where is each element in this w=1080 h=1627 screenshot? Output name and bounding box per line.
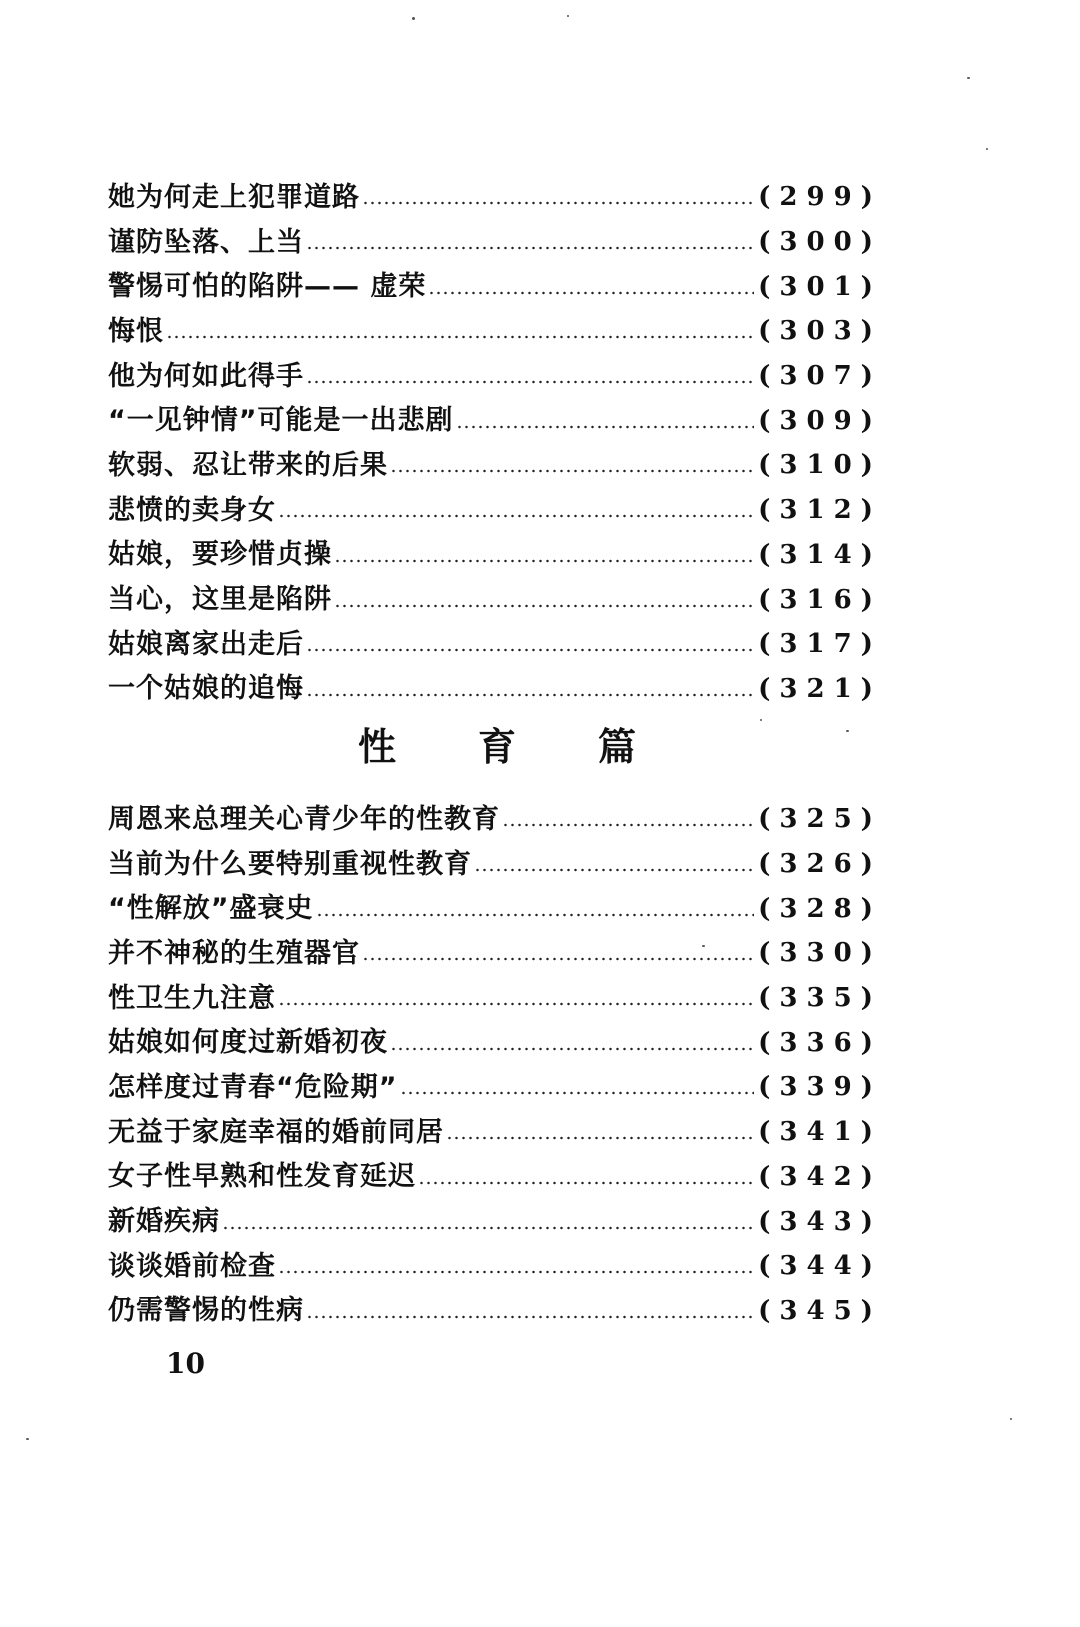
toc-entry-page: (342) [758,1161,882,1192]
dot-leader [362,201,754,205]
toc-entry-page: (343) [758,1206,882,1237]
dot-leader [400,1091,755,1095]
toc-entry-title: 软弱、忍让带来的后果 [108,449,388,481]
toc-entry [108,264,882,309]
toc-entry-page: (299) [758,182,882,213]
toc-list-second [108,797,882,1333]
toc-entry-title: 姑娘离家出走后 [108,628,304,660]
toc-entry [108,1155,882,1200]
toc-entry [108,398,882,443]
dot-leader [456,425,755,429]
toc-entry [108,1244,882,1289]
dot-leader [278,1002,754,1006]
toc-entry [108,976,882,1021]
scan-speck [760,719,762,721]
toc-entry-page: (309) [758,405,882,436]
dot-leader [278,1270,754,1274]
dot-leader [334,559,754,563]
toc-entry [108,577,882,622]
toc-entry-title: 一个姑娘的追悔 [108,673,304,705]
toc-entry-title: 她为何走上犯罪道路 [108,181,360,213]
toc-entry [108,1199,882,1244]
toc-entry-page: (330) [758,938,882,969]
toc-entry-page: (335) [758,983,882,1014]
scan-speck [986,148,988,150]
toc-entry-title: 当前为什么要特别重视性教育 [108,848,472,880]
dot-leader [334,604,754,608]
toc-entry-page: (300) [758,227,882,258]
dot-leader [316,913,755,917]
dot-leader [362,957,754,961]
toc-entry [108,309,882,354]
toc-entry-title: 姑娘如何度过新婚初夜 [108,1027,388,1059]
toc-entry-title: 谨防坠落、上当 [108,226,304,258]
dot-leader [166,335,754,339]
scan-speck [702,945,705,947]
toc-entry-page: (321) [758,673,882,704]
toc-entry [108,443,882,488]
toc-entry [108,354,882,399]
toc-entry-title: 谈谈婚前检查 [108,1250,276,1282]
toc-entry [108,1110,882,1155]
dot-leader [306,648,754,652]
toc-entry-title: 悲愤的卖身女 [108,494,276,526]
toc-entry-page: (339) [758,1072,882,1103]
dot-leader [306,380,754,384]
dot-leader [502,823,754,827]
toc-entry-page: (312) [758,495,882,526]
toc-entry-page: (328) [758,893,882,924]
toc-entry [108,622,882,667]
toc-entry [108,886,882,931]
toc-entry-page: (310) [758,450,882,481]
toc-entry-title: 姑娘，要珍惜贞操 [108,539,332,571]
toc-entry [108,488,882,533]
toc-entry-title: “性解放”盛衰史 [108,893,314,925]
toc-entry-title: 仍需警惕的性病 [108,1295,304,1327]
toc-entry-page: (326) [758,849,882,880]
dot-leader [306,246,754,250]
toc-entry-page: (316) [758,584,882,615]
toc-entry-title: 怎样度过青春“危险期” [108,1071,398,1103]
toc-entry [108,175,882,220]
toc-entry-title: 他为何如此得手 [108,360,304,392]
toc-entry [108,842,882,887]
toc-entry-page: (303) [758,316,882,347]
toc-entry-title: 当心，这里是陷阱 [108,584,332,616]
toc-entry-page: (341) [758,1117,882,1148]
toc-entry-page: (301) [758,271,882,302]
toc-entry-page: (336) [758,1027,882,1058]
toc-entry-page: (314) [758,539,882,570]
toc-entry [108,931,882,976]
toc-entry [108,667,882,712]
toc-entry-title: 悔恨 [108,315,164,347]
toc-entry-title: 周恩来总理关心青少年的性教育 [108,803,500,835]
scan-speck [967,77,970,79]
toc-entry [108,220,882,265]
toc-entry [108,1065,882,1110]
dot-leader [428,291,754,295]
scan-speck [412,17,415,20]
toc-entry-page: (317) [758,629,882,660]
toc-entry-page: (344) [758,1251,882,1282]
dot-leader [390,1047,754,1051]
dot-leader [278,514,754,518]
toc-entry-page: (345) [758,1295,882,1326]
toc-entry-title: “一见钟情”可能是一出悲剧 [108,405,454,437]
section-heading: 性育篇 [358,725,719,769]
scan-speck [1010,1418,1012,1420]
dot-leader [306,1315,754,1319]
toc-entry-title: 女子性早熟和性发育延迟 [108,1161,416,1193]
toc-entry [108,1289,882,1334]
dot-leader [390,469,754,473]
toc-entry-title: 并不神秘的生殖器官 [108,937,360,969]
toc-entry-page: (325) [758,804,882,835]
toc-entry-title: 新婚疾病 [108,1206,220,1238]
toc-entry-title: 无益于家庭幸福的婚前同居 [108,1116,444,1148]
dot-leader [418,1181,754,1185]
dot-leader [446,1136,754,1140]
page-number: 10 [166,1347,205,1380]
dot-leader [222,1226,754,1230]
scan-speck [26,1438,29,1440]
toc-entry [108,1020,882,1065]
toc-entry-title: 警惕可怕的陷阱—— 虚荣 [108,271,427,303]
scan-speck [567,15,569,17]
scan-speck [846,730,849,732]
toc-list-first [108,175,882,711]
toc-entry-title: 性卫生九注意 [108,982,276,1014]
toc-entry [108,797,882,842]
dot-leader [306,693,754,697]
toc-entry [108,533,882,578]
dot-leader [474,868,754,872]
toc-entry-page: (307) [758,361,882,392]
